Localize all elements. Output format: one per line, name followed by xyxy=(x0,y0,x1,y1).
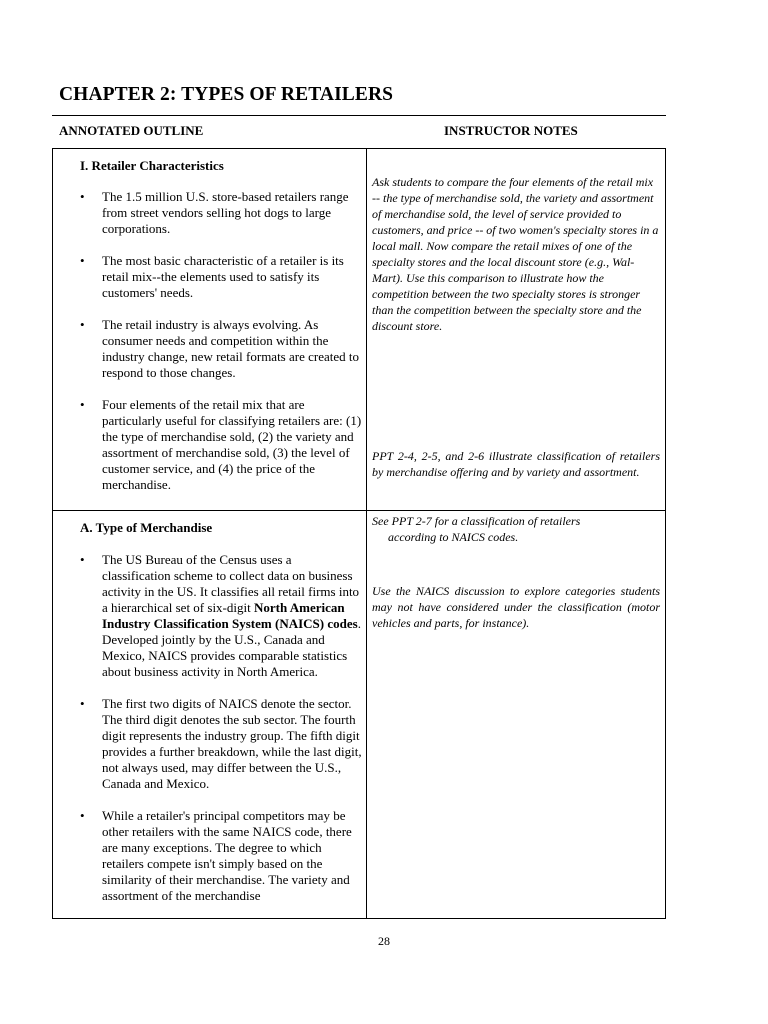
title-rule xyxy=(52,115,666,116)
column-divider xyxy=(366,149,367,918)
note-line: according to NAICS codes. xyxy=(388,530,519,544)
chapter-title: CHAPTER 2: TYPES OF RETAILERS xyxy=(59,84,394,105)
naics-bold-term: North American Industry Classification System (NAICS) codes xyxy=(102,600,358,631)
retailer-characteristics-list xyxy=(80,189,362,493)
instructor-note-ppt-2-7 xyxy=(372,513,660,545)
instructor-note-naics-discussion: Use the NAICS discussion to explore categories students may not have considered under the classification (motor vehicles and parts, for instance). xyxy=(372,584,660,630)
note-line: See PPT 2-7 for a classification of retailers xyxy=(372,514,581,528)
outline-table xyxy=(52,148,666,919)
instructor-note-retail-mix: Ask students to compare the four elements of the retail mix -- the type of merchandise sold, the variety and assortment of merchandise sold, the level of service provided to customers, and price -- of two women's specialty stores in a local mall. Now compare the retail mixes of one of the specialty stores and the local discount store (e.g., Wal-Mart). Use this comparison to illustrate how the competition between the two specialty stores is stronger than the competition between the specialty store and the discount store. xyxy=(372,175,659,333)
instructor-note-ppt-2-4: PPT 2-4, 2-5, and 2-6 illustrate classification of retailers by merchandise offering and by variety and assortment. xyxy=(372,449,660,479)
annotated-outline-header: ANNOTATED OUTLINE xyxy=(59,123,204,138)
section-heading-retailer-characteristics: I. Retailer Characteristics xyxy=(80,158,224,173)
naics-text-part2: . Developed jointly by the U.S., Canada and Mexico, NAICS provides comparable statistics about business activity in North America. xyxy=(102,616,361,679)
list-item xyxy=(80,552,362,680)
list-item: • The most basic characteristic of a retailer is its retail mix--the elements used to satisfy its customers' needs. xyxy=(80,253,362,301)
list-item: • Four elements of the retail mix that are particularly useful for classifying retailers are: (1) the type of merchandise sold, (2) the variety and assortment of merchandise sold, (3) the level of customer service, and (4) the price of the merchandise. xyxy=(80,397,362,493)
naics-text-part1: The US Bureau of the Census uses a classification scheme to collect data on business activity in the US. It classifies all retail firms into a hierarchical set of six-digit xyxy=(102,552,360,615)
list-item: • The 1.5 million U.S. store-based retailers range from street vendors selling hot dogs to large corporations. xyxy=(80,189,362,237)
page-number: 28 xyxy=(378,934,390,948)
list-item: • The first two digits of NAICS denote the sector. The third digit denotes the sub sector. The fourth digit represents the industry group. The fifth digit provides a further breakdown, while the last digit, not always used, may differ between the U.S., Canada and Mexico. xyxy=(80,696,362,792)
instructor-notes-header: INSTRUCTOR NOTES xyxy=(444,123,578,138)
type-of-merchandise-list xyxy=(80,552,362,904)
row-divider xyxy=(53,510,665,511)
list-item: • The retail industry is always evolving. As consumer needs and competition within the industry change, new retail formats are created to respond to those changes. xyxy=(80,317,362,381)
section-heading-type-of-merchandise: A. Type of Merchandise xyxy=(80,520,213,535)
list-item: • While a retailer's principal competitors may be other retailers with the same NAICS code, there are many exceptions. The degree to which retailers compete isn't simply based on the similarity of their merchandise. The variety and assortment of the merchandise xyxy=(80,808,362,904)
